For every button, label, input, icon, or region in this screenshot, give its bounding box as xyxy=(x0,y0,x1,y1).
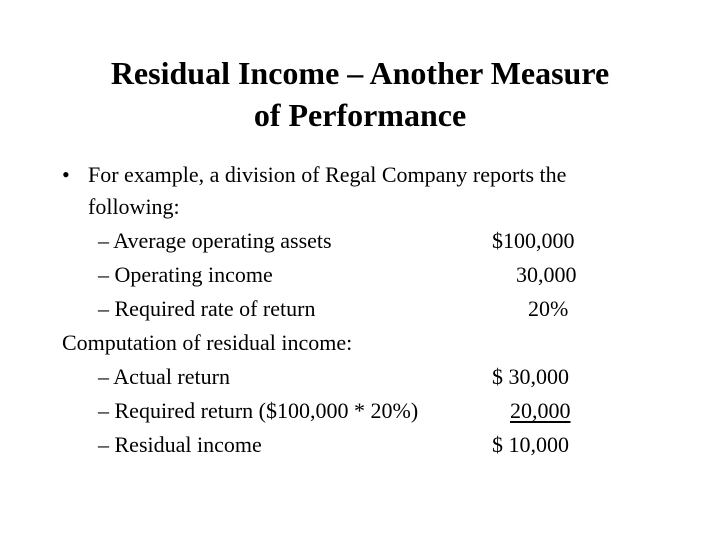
computation-value-required-return: 20,000 xyxy=(510,398,571,423)
item-value-required-rate: 20% xyxy=(528,296,569,321)
slide-title xyxy=(0,52,720,136)
item-value-average-operating-assets: $100,000 xyxy=(492,228,575,253)
title-line-1: Residual Income – Another Measure xyxy=(110,55,610,91)
bullet-marker: • xyxy=(62,162,70,187)
item-value-operating-income: 30,000 xyxy=(516,262,577,287)
computation-label-residual-income: – Residual income xyxy=(98,432,262,457)
computation-heading: Computation of residual income: xyxy=(62,330,353,355)
intro-line-2: following: xyxy=(88,194,180,219)
item-label-average-operating-assets: – Average operating assets xyxy=(98,228,332,253)
computation-value-residual-income: $ 10,000 xyxy=(492,432,569,457)
item-label-required-rate: – Required rate of return xyxy=(98,296,316,321)
item-label-operating-income: – Operating income xyxy=(98,262,273,287)
computation-label-required-return: – Required return ($100,000 * 20%) xyxy=(98,398,419,423)
computation-label-actual-return: – Actual return xyxy=(98,364,230,389)
computation-value-actual-return: $ 30,000 xyxy=(492,364,569,389)
intro-line-1: For example, a division of Regal Company reports the xyxy=(88,162,567,187)
title-line-2: of Performance xyxy=(253,97,467,133)
